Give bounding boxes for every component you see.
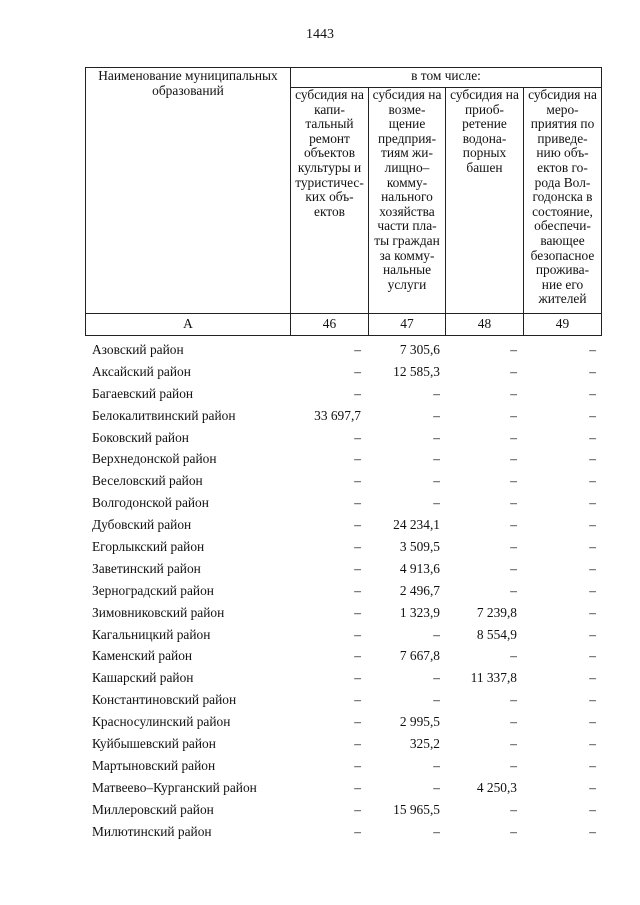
row-name: Куйбышевский район (92, 736, 216, 752)
cell-47: 4 913,6 (399, 560, 440, 576)
cell-46: – (354, 385, 361, 401)
row-name: Константиновский район (92, 692, 237, 708)
cell-49: – (589, 779, 596, 795)
cell-47: – (433, 626, 440, 642)
cell-46: – (354, 648, 361, 664)
table-row (85, 342, 601, 364)
header-col-49: субсидия на меро- приятия по приведе- нию объ- ектов го- рода Вол- годонска в состояние, обеспечи- вающее безопасное прожива- ние его жителей (524, 88, 602, 314)
cell-46: – (354, 539, 361, 555)
cell-46: – (354, 582, 361, 598)
cell-48: – (510, 473, 517, 489)
table-row (85, 583, 601, 605)
cell-47: 7 667,8 (399, 648, 440, 664)
cell-47: – (433, 385, 440, 401)
cell-47: 2 995,5 (399, 714, 440, 730)
table-row (85, 627, 601, 649)
table-row (85, 714, 601, 736)
cell-48: – (510, 801, 517, 817)
row-name: Зерноградский район (92, 582, 214, 598)
cell-46: – (354, 736, 361, 752)
table-row (85, 430, 601, 452)
cell-47: 12 585,3 (393, 363, 440, 379)
cell-48: – (510, 714, 517, 730)
cell-46: – (354, 604, 361, 620)
cell-47: 15 965,5 (393, 801, 440, 817)
cell-48: – (510, 560, 517, 576)
cell-46: – (354, 517, 361, 533)
cell-47: 2 496,7 (399, 582, 440, 598)
table-row (85, 495, 601, 517)
cell-48: – (510, 582, 517, 598)
page-number: 1443 (306, 27, 334, 42)
cell-49: – (589, 604, 596, 620)
cell-47: – (433, 407, 440, 423)
cell-49: – (589, 407, 596, 423)
cell-47: – (433, 823, 440, 839)
cell-48: – (510, 495, 517, 511)
table-row (85, 736, 601, 758)
header-num-48: 48 (446, 314, 524, 336)
cell-49: – (589, 714, 596, 730)
cell-47: 1 323,9 (399, 604, 440, 620)
cell-49: – (589, 736, 596, 752)
cell-46: – (354, 757, 361, 773)
cell-48: – (510, 648, 517, 664)
cell-47: – (433, 779, 440, 795)
cell-49: – (589, 539, 596, 555)
row-name: Волгодонской район (92, 495, 209, 511)
cell-49: – (589, 342, 596, 357)
cell-48: – (510, 823, 517, 839)
table-header (85, 67, 602, 336)
cell-49: – (589, 385, 596, 401)
cell-49: – (589, 363, 596, 379)
header-including: в том числе: (291, 68, 602, 88)
cell-47: – (433, 473, 440, 489)
cell-47: 7 305,6 (399, 342, 440, 357)
cell-46: – (354, 801, 361, 817)
table-body (85, 342, 601, 845)
cell-47: 3 509,5 (399, 539, 440, 555)
header-col-46: субсидия на капи- тальный ремонт объектов культуры и туристичес- ких объ- ектов (291, 88, 369, 314)
cell-48: – (510, 363, 517, 379)
row-name: Аксайский район (92, 363, 191, 379)
table-row (85, 364, 601, 386)
header-col-48: субсидия на приоб- ретение водона- порных башен (446, 88, 524, 314)
cell-48: 7 239,8 (476, 604, 517, 620)
row-name: Красносулинский район (92, 714, 231, 730)
cell-49: – (589, 451, 596, 467)
table-row (85, 605, 601, 627)
cell-46: – (354, 823, 361, 839)
cell-48: – (510, 757, 517, 773)
cell-49: – (589, 801, 596, 817)
row-name: Кагальницкий район (92, 626, 211, 642)
header-num-46: 46 (291, 314, 369, 336)
row-name: Азовский район (92, 342, 184, 357)
cell-49: – (589, 823, 596, 839)
cell-47: 325,2 (409, 736, 440, 752)
cell-47: – (433, 495, 440, 511)
table-row (85, 451, 601, 473)
cell-48: 11 337,8 (470, 670, 517, 686)
row-name: Веселовский район (92, 473, 203, 489)
cell-48: 8 554,9 (476, 626, 517, 642)
cell-46: – (354, 495, 361, 511)
cell-47: – (433, 429, 440, 445)
header-num-a: А (86, 314, 291, 336)
cell-48: – (510, 736, 517, 752)
table-row (85, 473, 601, 495)
cell-49: – (589, 692, 596, 708)
cell-48: – (510, 539, 517, 555)
row-name: Миллеровский район (92, 801, 214, 817)
cell-49: – (589, 495, 596, 511)
cell-46: – (354, 714, 361, 730)
row-name: Мартыновский район (92, 757, 216, 773)
table-row (85, 824, 601, 846)
cell-47: – (433, 670, 440, 686)
row-name: Дубовский район (92, 517, 192, 533)
row-name: Матвеево–Курганский район (92, 779, 257, 795)
cell-49: – (589, 517, 596, 533)
cell-46: – (354, 626, 361, 642)
table-row (85, 539, 601, 561)
row-name: Багаевский район (92, 385, 194, 401)
table-row (85, 758, 601, 780)
row-name: Верхнедонской район (92, 451, 217, 467)
cell-49: – (589, 560, 596, 576)
header-num-49: 49 (524, 314, 602, 336)
cell-49: – (589, 582, 596, 598)
cell-49: – (589, 757, 596, 773)
cell-48: – (510, 407, 517, 423)
table-row (85, 692, 601, 714)
cell-47: – (433, 757, 440, 773)
table-row (85, 386, 601, 408)
cell-47: – (433, 692, 440, 708)
row-name: Боковский район (92, 429, 189, 445)
cell-49: – (589, 670, 596, 686)
cell-46: 33 697,7 (314, 407, 361, 423)
cell-47: 24 234,1 (393, 517, 440, 533)
cell-47: – (433, 451, 440, 467)
row-name: Белокалитвинский район (92, 407, 236, 423)
cell-48: – (510, 517, 517, 533)
cell-46: – (354, 342, 361, 357)
cell-46: – (354, 779, 361, 795)
cell-46: – (354, 692, 361, 708)
cell-48: – (510, 429, 517, 445)
cell-48: – (510, 451, 517, 467)
cell-46: – (354, 363, 361, 379)
row-name: Каменский район (92, 648, 193, 664)
cell-46: – (354, 670, 361, 686)
cell-48: – (510, 342, 517, 357)
table-row (85, 670, 601, 692)
row-name: Заветинский район (92, 560, 201, 576)
table-row (85, 780, 601, 802)
row-name: Зимовниковский район (92, 604, 225, 620)
cell-49: – (589, 473, 596, 489)
cell-49: – (589, 626, 596, 642)
cell-46: – (354, 451, 361, 467)
cell-48: – (510, 692, 517, 708)
cell-48: – (510, 385, 517, 401)
table-row (85, 408, 601, 430)
table-row (85, 561, 601, 583)
cell-49: – (589, 648, 596, 664)
cell-46: – (354, 473, 361, 489)
cell-46: – (354, 560, 361, 576)
row-name: Милютинский район (92, 823, 212, 839)
header-col-47: субсидия на возме- щение предприя- тиям жи- лищно– комму- нального хозяйства части пла- ты граждан за комму- нальные услуги (369, 88, 446, 314)
table-row (85, 802, 601, 824)
row-name: Егорлыкский район (92, 539, 205, 555)
cell-48: 4 250,3 (476, 779, 517, 795)
row-name: Кашарский район (92, 670, 194, 686)
table-row (85, 648, 601, 670)
cell-46: – (354, 429, 361, 445)
cell-49: – (589, 429, 596, 445)
header-name-column: Наименование муниципальных образований (86, 68, 291, 314)
header-num-47: 47 (369, 314, 446, 336)
table-row (85, 517, 601, 539)
